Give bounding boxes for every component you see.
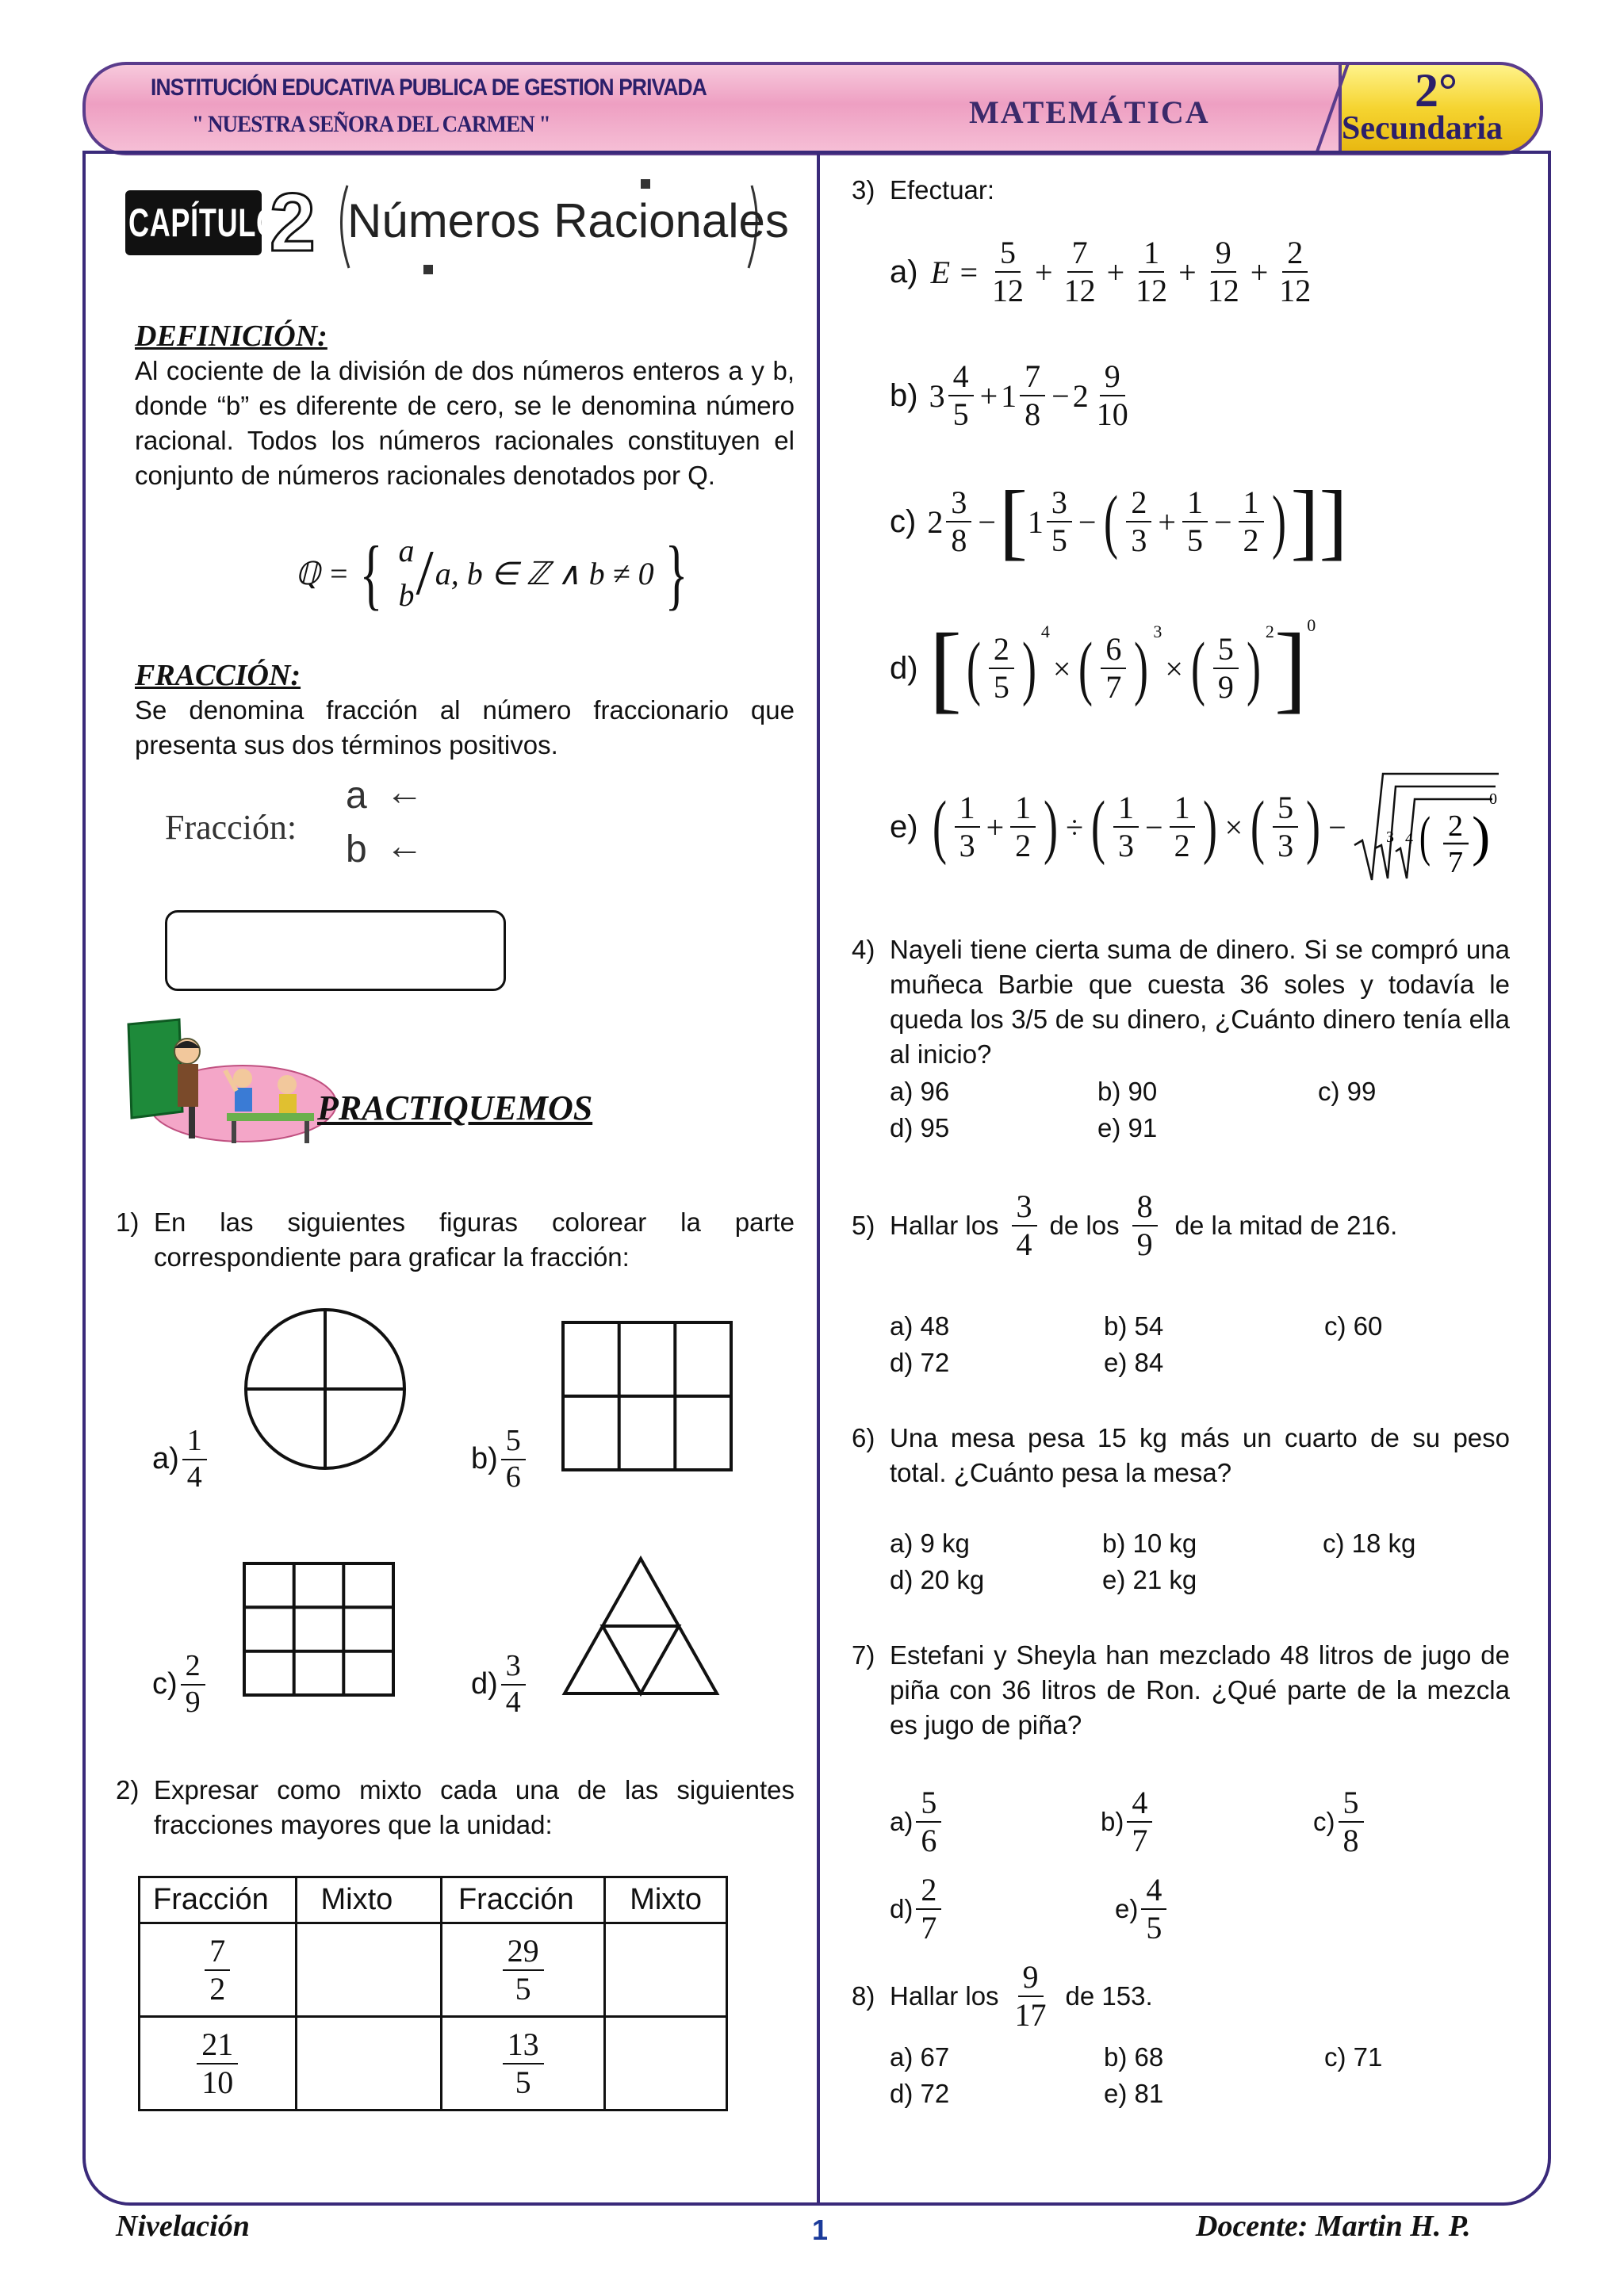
q5-option-c[interactable]: c) 60	[1324, 1311, 1383, 1341]
formula-slash: /	[416, 538, 434, 608]
q5-option-d[interactable]: d) 72	[890, 1348, 950, 1377]
q3a-term: $\frac{7}{12}$	[1063, 235, 1096, 308]
q4-option-b[interactable]: b) 90	[1097, 1077, 1158, 1106]
q4-option-a[interactable]: a) 96	[890, 1077, 950, 1106]
classroom-illustration	[124, 1016, 338, 1159]
q4-option-d[interactable]: d) 95	[890, 1113, 950, 1142]
q3a-term: $\frac{9}{12}$	[1207, 235, 1239, 308]
q7-option-b[interactable]: b) $\frac{4}{7}$	[1101, 1781, 1155, 1863]
formula-brace-open: {	[360, 529, 383, 618]
q6-option-e[interactable]: e) 21 kg	[1102, 1565, 1197, 1594]
fraction-numerator-a: a	[346, 775, 367, 817]
q1b-fraction: $\frac{5}{6}$	[501, 1425, 526, 1494]
q1-text: En las siguientes figuras colorear la parte correspondiente para graficar la fracción:	[154, 1207, 795, 1272]
q6-text: Una mesa pesa 15 kg más un cuarto de su peso total. ¿Cuánto pesa la mesa?	[890, 1423, 1510, 1487]
triangle-figure[interactable]	[561, 1556, 720, 1697]
q1c-fraction: $\frac{2}{9}$	[181, 1651, 205, 1719]
q3e-label: e)	[890, 809, 918, 844]
fraction-arrow-bottom: ←	[385, 825, 423, 867]
plus-sign: +	[1250, 254, 1269, 290]
q3a-label: a)	[890, 254, 918, 289]
q5-option-b[interactable]: b) 54	[1104, 1311, 1164, 1341]
q1c-item	[152, 1651, 209, 1719]
q3b-label: b)	[890, 377, 918, 413]
formula-brace-close: }	[665, 529, 688, 618]
q3c-label: c)	[890, 503, 917, 539]
q7-option-e[interactable]: e) $\frac{4}{5}$	[1115, 1868, 1170, 1950]
q5-t3: de la mitad de 216.	[1174, 1211, 1398, 1240]
q3d-label: d)	[890, 650, 918, 686]
q8-option-d[interactable]: d) 72	[890, 2079, 950, 2108]
table-fraction: $\frac{7}{2}$	[205, 1934, 230, 2006]
q7a-fraction: $\frac{5}{6}$	[916, 1786, 941, 1858]
q5-fraction-1: $\frac{3}{4}$	[1012, 1190, 1037, 1261]
fraction-label: Fracción:	[165, 808, 297, 847]
q8-statement	[852, 1955, 1153, 2038]
plus-sign: +	[1178, 254, 1197, 290]
q7c-fraction: $\frac{5}{8}$	[1339, 1786, 1364, 1858]
page-number: 1	[812, 2214, 829, 2246]
q7b-fraction: $\frac{4}{7}$	[1127, 1786, 1152, 1858]
q3a-term: $\frac{2}{12}$	[1279, 235, 1312, 308]
q7-option-a[interactable]: a) $\frac{5}{6}$	[890, 1781, 944, 1863]
q8-option-c[interactable]: c) 71	[1324, 2042, 1383, 2072]
fraction-heading: FRACCIÓN:	[135, 659, 301, 692]
q3a-term: $\frac{1}{12}$	[1136, 235, 1168, 308]
table-row	[140, 1923, 727, 2017]
table-header: Mixto	[296, 1877, 441, 1923]
q1a-item	[152, 1425, 210, 1494]
fraction-arrow-top: ←	[385, 771, 423, 813]
q8-option-e[interactable]: e) 81	[1104, 2079, 1164, 2108]
svg-text:7: 7	[1447, 846, 1463, 879]
q3e-expression: e) ( $\frac{1}{3}$ + $\frac{1}{2}$ ) ÷ ( $\frac{1}{3}$ − $\frac{1}{2}$ ) × ( $\frac{5}{3}$ ) − 3 4 ( 2 7 ) 0	[890, 769, 1502, 885]
svg-text:(: (	[1419, 806, 1431, 867]
table-header: Fracción	[441, 1877, 604, 1923]
svg-text:2: 2	[1447, 809, 1463, 843]
footer-left: Nivelación	[116, 2210, 250, 2243]
table-fraction: $\frac{29}{5}$	[503, 1934, 544, 2006]
chapter-title: Números Racionales	[347, 194, 789, 247]
q6-option-a[interactable]: a) 9 kg	[890, 1529, 970, 1558]
q3c-expression: c) 2 $\frac{3}{8}$ − [ 1 $\frac{3}{5}$ − ( $\frac{2}{3}$ + $\frac{1}{5}$ − $\frac{1}{2}$ ) ]]	[890, 474, 1348, 568]
q7-number: 7)	[852, 1640, 875, 1670]
mixed-number-table	[138, 1876, 728, 2111]
rational-set-formula	[295, 530, 695, 617]
q2-text: Expresar como mixto cada una de las siguientes fracciones mayores que la unidad:	[154, 1775, 795, 1839]
q5-t1: Hallar los	[890, 1211, 999, 1240]
formula-numerator: a	[398, 533, 415, 568]
table-header-row	[140, 1877, 727, 1923]
q6-option-b[interactable]: b) 10 kg	[1102, 1529, 1197, 1558]
q1b-label: b)	[471, 1442, 498, 1476]
q1a-label: a)	[152, 1442, 179, 1476]
q3a-term: $\frac{5}{12}$	[992, 235, 1025, 308]
institution-line1: INSTITUCIÓN EDUCATIVA PUBLICA DE GESTION PRIVADA	[151, 75, 707, 101]
fraction-text: Se denomina fracción al número fraccionario que presenta sus dos términos positivos.	[135, 695, 795, 760]
practice-heading: PRACTIQUEMOS	[317, 1089, 593, 1127]
q5-statement	[852, 1184, 1397, 1267]
q8-number: 8)	[852, 1981, 875, 2011]
q1b-item	[471, 1425, 529, 1494]
q1d-item	[471, 1651, 529, 1719]
table-header: Mixto	[605, 1877, 727, 1923]
q6-number: 6)	[852, 1423, 875, 1452]
q8-t1: Hallar los	[890, 1981, 999, 2011]
circle-figure[interactable]	[243, 1307, 408, 1471]
q4-text: Nayeli tiene cierta suma de dinero. Si se compró una muñeca Barbie que cuesta 36 soles y todavía le queda los 3/5 de su dinero, ¿Cuánto dinero tenía ella al inicio?	[890, 935, 1510, 1069]
q3d-expression: d) [ ( $\frac{2}{5}$ ) 4 × ( $\frac{6}{7}$ ) 3 × ( $\frac{5}{9}$ ) 2 ] 0	[890, 614, 1316, 722]
formula-denominator: b	[398, 577, 415, 613]
q5-fraction-2: $\frac{8}{9}$	[1132, 1190, 1158, 1261]
plus-sign: +	[1035, 254, 1053, 290]
grade-number: 2°	[1415, 64, 1457, 117]
answer-box[interactable]	[165, 910, 506, 991]
svg-text:0: 0	[1488, 790, 1497, 808]
plus-sign: +	[1106, 254, 1125, 290]
svg-text:3: 3	[1385, 828, 1394, 846]
q7d-fraction: $\frac{2}{7}$	[916, 1873, 941, 1945]
q3-number: 3)	[852, 175, 875, 205]
mixed-answer-cell[interactable]	[605, 1923, 727, 2017]
q3a-expression	[890, 228, 1319, 316]
q4-option-c[interactable]: c) 99	[1318, 1077, 1377, 1106]
q1a-fraction: $\frac{1}{4}$	[182, 1425, 207, 1494]
q6-option-d[interactable]: d) 20 kg	[890, 1565, 985, 1594]
q5-number: 5)	[852, 1211, 875, 1240]
q6-option-c[interactable]: c) 18 kg	[1323, 1529, 1416, 1558]
nested-radical	[1351, 769, 1502, 885]
definition-text: Al cociente de la división de dos números enteros a y b, donde “b” es diferente de cero, se le denomina número racional. Todos los números racionales constituyen el conjunto de números racionales denotados por Q.	[135, 356, 795, 490]
level-label: Secundaria	[1342, 110, 1503, 147]
q4-number: 4)	[852, 935, 875, 964]
table-header: Fracción	[140, 1877, 297, 1923]
q7-text: Estefani y Sheyla han mezclado 48 litros de jugo de piña con 36 litros de Ron. ¿Qué parte de la mezcla es jugo de piña?	[890, 1640, 1510, 1739]
institution-line2: " NUESTRA SEÑORA DEL CARMEN "	[192, 111, 550, 137]
svg-text:): )	[1471, 806, 1490, 867]
q3b-expression: b) 3 $\frac{4}{5}$ + 1 $\frac{7}{8}$ − 2 $\frac{9}{10}$	[890, 358, 1128, 432]
mixed-answer-cell[interactable]	[296, 1923, 441, 2017]
q7-option-d[interactable]: d) $\frac{2}{7}$	[890, 1868, 944, 1950]
grid-3x3-figure[interactable]	[243, 1562, 395, 1697]
definition-heading: DEFINICIÓN:	[135, 320, 327, 353]
fraction-denominator-b: b	[346, 828, 367, 871]
column-divider	[817, 151, 820, 2202]
q1d-fraction: $\frac{3}{4}$	[501, 1651, 526, 1719]
chapter-number: 2	[270, 177, 316, 269]
table-fraction: $\frac{13}{5}$	[503, 2028, 544, 2099]
q8-option-b[interactable]: b) 68	[1104, 2042, 1164, 2072]
q3-text: Efectuar:	[890, 175, 995, 205]
mixed-answer-cell[interactable]	[605, 2017, 727, 2110]
footer-right: Docente: Martin H. P.	[1196, 2210, 1471, 2243]
q7-option-c[interactable]: c) $\frac{5}{8}$	[1313, 1781, 1367, 1863]
table-row	[140, 2017, 727, 2110]
q3a-var: E =	[930, 254, 980, 290]
q5-option-e[interactable]: e) 84	[1104, 1348, 1164, 1377]
q2-number: 2)	[116, 1775, 140, 1804]
table-fraction: $\frac{21}{10}$	[197, 2028, 238, 2099]
grid-2x3-figure[interactable]	[561, 1321, 733, 1471]
chapter-label: CAPÍTULO	[128, 201, 279, 245]
mixed-answer-cell[interactable]	[296, 2017, 441, 2110]
q8-fraction: $\frac{9}{17}$	[1014, 1959, 1047, 2033]
subject-title: MATEMÁTICA	[969, 94, 1210, 130]
q8-t2: de 153.	[1065, 1981, 1153, 2011]
svg-text:4: 4	[1404, 830, 1413, 848]
q5-t2: de los	[1049, 1211, 1120, 1240]
q1-number: 1)	[116, 1207, 140, 1237]
formula-condition: a, b ∈ ℤ ∧ b ≠ 0	[435, 555, 654, 591]
q8-option-a[interactable]: a) 67	[890, 2042, 950, 2072]
q7e-fraction: $\frac{4}{5}$	[1141, 1873, 1166, 1945]
q1d-label: d)	[471, 1667, 498, 1701]
q5-option-a[interactable]: a) 48	[890, 1311, 950, 1341]
q1c-label: c)	[152, 1667, 178, 1701]
formula-lhs: ℚ =	[295, 555, 350, 591]
q4-option-e[interactable]: e) 91	[1097, 1113, 1158, 1142]
